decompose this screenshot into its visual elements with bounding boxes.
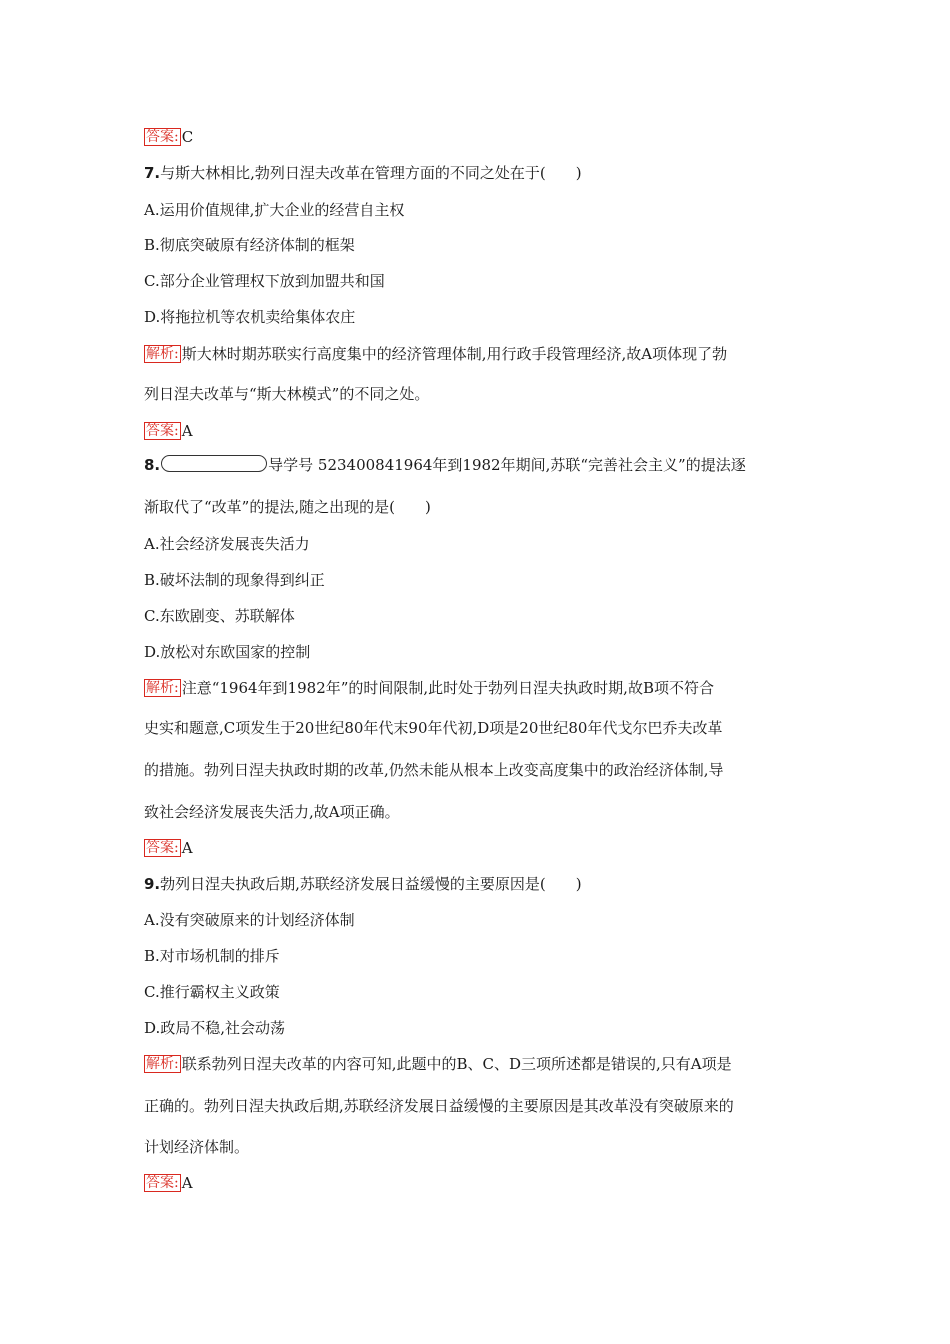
- analysis-label: 解析:: [146, 1056, 179, 1072]
- q8-option-b: B.破坏法制的现象得到纠正: [144, 571, 325, 589]
- q8-analysis-text-1: 注意“1964年到1982年”的时间限制,此时处于勃列日涅夫执政时期,故B项不符合: [181, 679, 714, 697]
- q8-analysis-line-2: 史实和题意,C项发生于20世纪80年代末90年代初,D项是20世纪80年代戈尔巴乔夫改革: [144, 719, 723, 737]
- q8-answer-line: [144, 838, 193, 858]
- q9-answer-value: A: [181, 1174, 193, 1192]
- q9-number: 9.: [144, 875, 161, 893]
- q8-option-a: A.社会经济发展丧失活力: [144, 535, 310, 553]
- q7-analysis-text-1: 斯大林时期苏联实行高度集中的经济管理体制,用行政手段管理经济,故A项体现了勃: [181, 345, 728, 363]
- q7-analysis-line-1: [144, 344, 727, 364]
- guide-number-box: [161, 455, 267, 472]
- q7-option-d: D.将拖拉机等农机卖给集体农庄: [144, 308, 356, 326]
- answer-label: 答案:: [146, 1175, 179, 1191]
- answer-label: 答案:: [146, 129, 179, 145]
- q9-answer-line: [144, 1173, 193, 1193]
- q9-option-d: D.政局不稳,社会动荡: [144, 1019, 286, 1037]
- q9-option-a: A.没有突破原来的计划经济体制: [144, 911, 355, 929]
- q7-analysis-line-2: 列日涅夫改革与“斯大林模式”的不同之处。: [144, 385, 430, 403]
- q8-stem-line-1: [144, 455, 746, 475]
- q7-option-a: A.运用价值规律,扩大企业的经营自主权: [144, 201, 405, 219]
- q8-option-d: D.放松对东欧国家的控制: [144, 643, 311, 661]
- q8-stem-line-2: 渐取代了“改革”的提法,随之出现的是( ): [144, 498, 431, 516]
- q6-answer-line: [144, 127, 193, 147]
- q9-option-c: C.推行霸权主义政策: [144, 983, 280, 1001]
- answer-label: 答案:: [146, 840, 179, 856]
- q8-number: 8.: [144, 456, 161, 474]
- q7-number: 7.: [144, 164, 161, 182]
- q7-answer-line: [144, 421, 193, 441]
- analysis-label: 解析:: [146, 680, 179, 696]
- q8-option-c: C.东欧剧变、苏联解体: [144, 607, 295, 625]
- q6-answer-value: C: [181, 128, 194, 146]
- q7-answer-value: A: [181, 422, 193, 440]
- q8-analysis-line-1: [144, 678, 714, 698]
- q9-analysis-line-2: 正确的。勃列日涅夫执政后期,苏联经济发展日益缓慢的主要原因是其改革没有突破原来的: [144, 1097, 734, 1115]
- q9-option-b: B.对市场机制的排斥: [144, 947, 280, 965]
- q9-analysis-text-1: 联系勃列日涅夫改革的内容可知,此题中的B、C、D三项所述都是错误的,只有A项是: [181, 1055, 732, 1073]
- q8-stem-text-1: 导学号 523400841964年到1982年期间,苏联“完善社会主义”的提法逐: [268, 456, 746, 474]
- q9-analysis-line-1: [144, 1054, 732, 1074]
- q8-analysis-line-4: 致社会经济发展丧失活力,故A项正确。: [144, 803, 400, 821]
- q9-stem-text: 勃列日涅夫执政后期,苏联经济发展日益缓慢的主要原因是( ): [160, 875, 582, 893]
- q7-stem-text: 与斯大林相比,勃列日涅夫改革在管理方面的不同之处在于( ): [160, 164, 582, 182]
- q9-stem: [144, 874, 582, 894]
- analysis-label: 解析:: [146, 346, 179, 362]
- q9-analysis-line-3: 计划经济体制。: [144, 1138, 250, 1156]
- q8-answer-value: A: [181, 839, 193, 857]
- q8-analysis-line-3: 的措施。勃列日涅夫执政时期的改革,仍然未能从根本上改变高度集中的政治经济体制,导: [144, 761, 724, 779]
- q7-option-c: C.部分企业管理权下放到加盟共和国: [144, 272, 385, 290]
- answer-label: 答案:: [146, 423, 179, 439]
- q7-stem: [144, 163, 582, 183]
- q7-option-b: B.彻底突破原有经济体制的框架: [144, 236, 355, 254]
